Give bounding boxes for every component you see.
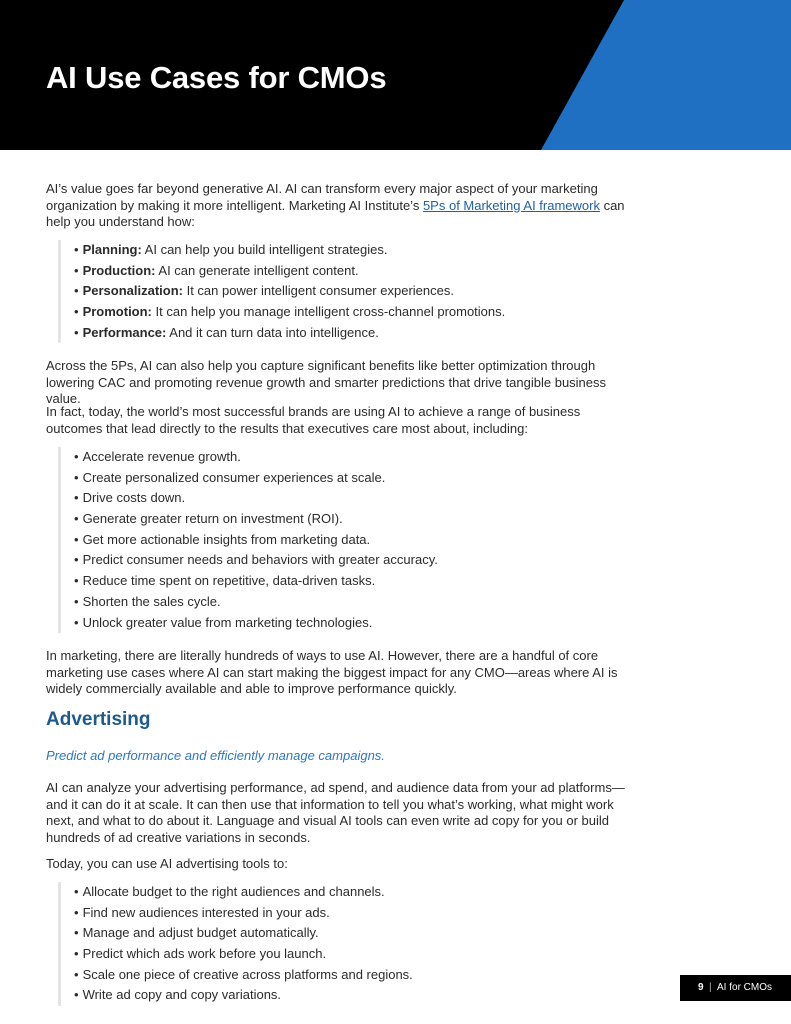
benefits-paragraph: Across the 5Ps, AI can also help you capture significant benefits like better optimization through lowering CAC and promoting revenue growth and smarter predictions that drive tangible business value. — [46, 358, 607, 406]
advertising-subheading: Predict ad performance and efficiently manage campaigns. — [46, 748, 385, 763]
list-item: • Production: AI can generate intelligent content. — [74, 262, 359, 278]
list-item: • Performance: And it can turn data into intelligence. — [74, 324, 379, 340]
framework-link[interactable]: 5Ps of Marketing AI framework — [422, 197, 600, 213]
outcomes-list — [58, 447, 438, 633]
list-item: • Reduce time spent on repetitive, data-driven tasks. — [74, 573, 376, 589]
list-item: • Personalization: It can power intelligent consumer experiences. — [74, 283, 454, 299]
advertising-paragraph: AI can analyze your advertising performance, ad spend, and audience data from your ad platforms—and it can do it at scale. It can then use that information to tell you what’s working, what might work next, and what to do about it. Language and visual AI tools can even write ad copy for you or build hundreds of ad creative variations in seconds. — [46, 780, 625, 845]
list-item: • Write ad copy and copy variations. — [74, 987, 282, 1003]
intro-paragraph — [46, 181, 636, 231]
list-item: • Generate greater return on investment (ROI). — [74, 511, 343, 527]
list-item: • Shorten the sales cycle. — [74, 593, 221, 609]
page-footer — [680, 975, 791, 1001]
page-number: 9 — [698, 982, 704, 993]
brands-paragraph: In fact, today, the world’s most successful brands are using AI to achieve a range of business outcomes that lead directly to the results that executives care most about, including: — [46, 404, 581, 436]
advertising-heading: Advertising — [46, 709, 151, 730]
list-item: • Accelerate revenue growth. — [74, 449, 241, 464]
tools-intro: Today, you can use AI advertising tools to: — [46, 856, 288, 871]
list-item: • Unlock greater value from marketing technologies. — [74, 614, 373, 630]
footer-doc-title: AI for CMOs — [717, 982, 773, 993]
page-header — [0, 0, 791, 150]
page-title: AI Use Cases for CMOs — [46, 60, 387, 95]
intro-text-after: can help you understand how: — [46, 197, 625, 229]
advertising-tools-list — [58, 882, 413, 1006]
list-item: • Create personalized consumer experiences at scale. — [74, 469, 386, 485]
list-item: • Drive costs down. — [74, 490, 186, 506]
list-item: • Promotion: It can help you manage intelligent cross-channel promotions. — [74, 304, 506, 320]
list-item: • Predict consumer needs and behaviors with greater accuracy. — [74, 552, 438, 568]
list-item: • Find new audiences interested in your ads. — [74, 904, 330, 920]
usecases-paragraph: In marketing, there are literally hundreds of ways to use AI. However, there are a handful of core marketing use cases where AI can start making the biggest impact for any CMO—areas where AI is widely commercially available and able to improve performance quickly. — [46, 648, 618, 696]
intro-text-before: AI’s value goes far beyond generative AI. AI can transform every major aspect of your marketing organization by making it more intelligent. Marketing AI Institute’s — [46, 181, 598, 213]
list-item: • Scale one piece of creative across platforms and regions. — [74, 966, 413, 982]
list-item: • Planning: AI can help you build intelligent strategies. — [74, 242, 388, 257]
list-item: • Manage and adjust budget automatically. — [74, 925, 319, 941]
list-item: • Allocate budget to the right audiences and channels. — [74, 884, 385, 899]
list-item: • Get more actionable insights from marketing data. — [74, 531, 371, 547]
footer-separator: | — [709, 982, 712, 993]
list-item: • Predict which ads work before you launch. — [74, 946, 327, 962]
five-ps-list — [58, 240, 505, 343]
